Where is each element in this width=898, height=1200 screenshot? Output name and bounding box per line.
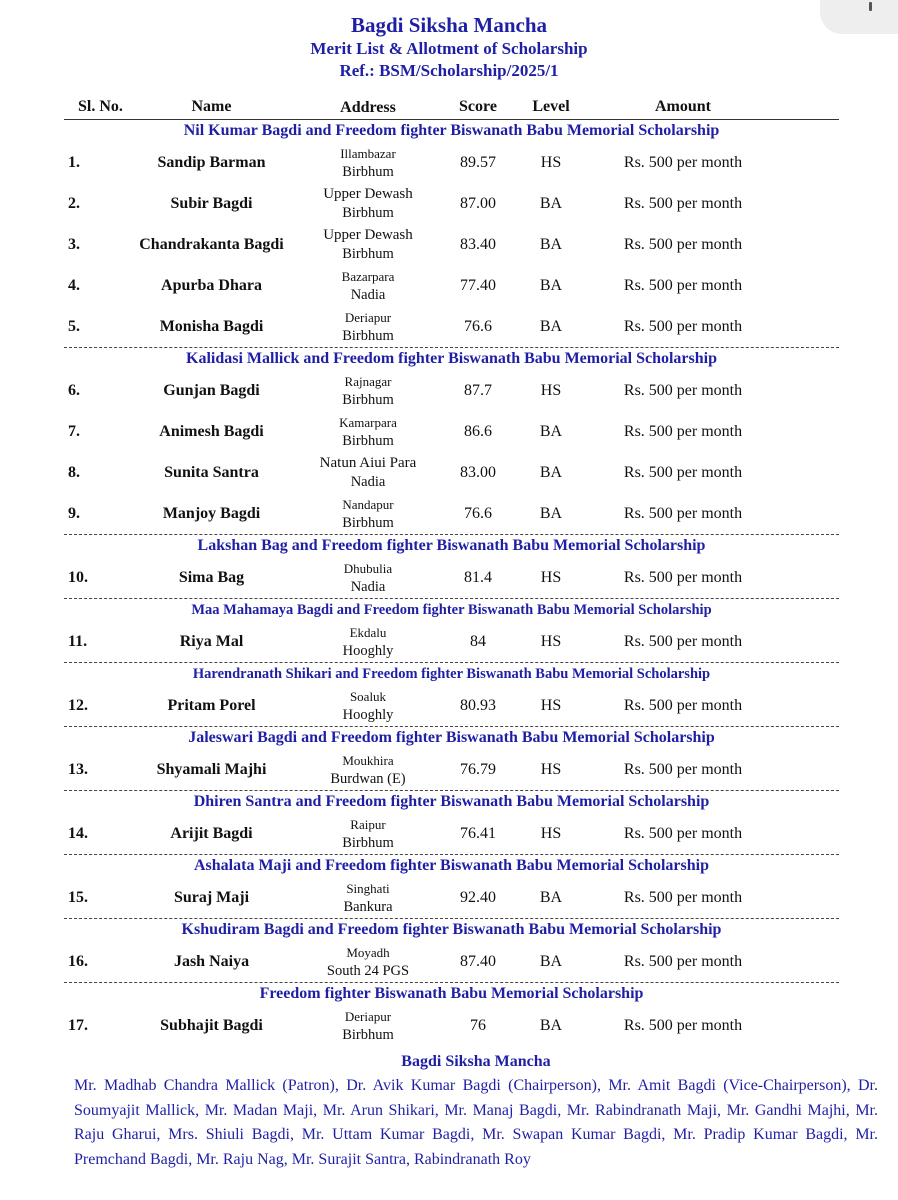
row-sl-number: 13. — [68, 760, 88, 778]
table-row — [64, 306, 839, 347]
row-level: HS — [540, 696, 562, 714]
table-row — [64, 877, 839, 918]
row-level: BA — [539, 235, 563, 253]
row-name: Sima Bag — [178, 568, 245, 586]
row-sl-number: 15. — [68, 888, 88, 906]
row-sl-number: 6. — [68, 381, 80, 399]
document-reference: Ref.: BSM/Scholarship/2025/1 — [339, 61, 559, 80]
address-line-2: South 24 PGS — [326, 962, 410, 979]
scholarship-section — [64, 598, 839, 662]
row-amount: Rs. 500 per month — [623, 632, 743, 650]
row-level: HS — [540, 153, 562, 171]
row-name: Manjoy Bagdi — [162, 504, 261, 522]
row-score: 83.40 — [460, 235, 496, 253]
row-amount: Rs. 500 per month — [623, 153, 743, 171]
row-score: 87.40 — [460, 952, 496, 970]
address-line-2: Birbhum — [342, 514, 394, 531]
row-name: Monisha Bagdi — [159, 317, 264, 335]
address-line-1: Soaluk — [349, 688, 387, 704]
row-score: 81.4 — [464, 568, 492, 586]
row-level: HS — [540, 381, 562, 399]
address-line-1: Illambazar — [340, 145, 396, 161]
row-name: Riya Mal — [179, 632, 244, 650]
merit-table — [64, 95, 839, 1046]
table-row — [64, 142, 839, 183]
row-level: BA — [539, 276, 563, 294]
address-line-2: Birbhum — [342, 834, 394, 851]
column-amount: Amount — [654, 98, 711, 115]
row-address — [299, 144, 437, 182]
row-amount: Rs. 500 per month — [623, 888, 743, 906]
row-level: BA — [539, 952, 563, 970]
row-level: BA — [539, 463, 563, 481]
table-row — [64, 749, 839, 790]
row-name: Sunita Santra — [164, 463, 259, 481]
scholarship-section — [64, 918, 839, 982]
table-row — [64, 813, 839, 854]
row-score: 77.40 — [460, 276, 496, 294]
row-level: HS — [540, 632, 562, 650]
row-level: BA — [539, 317, 563, 335]
address-line-1: Kamarpara — [339, 414, 397, 430]
address-line-2: Birbhum — [342, 163, 394, 180]
address-line-2: Birbhum — [342, 1026, 394, 1043]
row-score: 76 — [470, 1016, 486, 1034]
address-line-1: Raipur — [350, 816, 386, 832]
row-level: BA — [539, 888, 563, 906]
address-line-1: Dhubulia — [343, 560, 393, 576]
row-score: 92.40 — [460, 888, 496, 906]
row-sl-number: 5. — [68, 317, 80, 335]
address-line-1: Natun Aiui Para — [319, 454, 417, 471]
table-row — [64, 452, 839, 493]
row-address — [299, 751, 437, 789]
row-sl-number: 9. — [68, 504, 80, 522]
row-name: Apurba Dhara — [161, 276, 262, 294]
row-address — [299, 413, 437, 451]
row-name: Subhajit Bagdi — [160, 1016, 263, 1034]
section-title: Jaleswari Bagdi and Freedom fighter Biswanath Babu Memorial Scholarship — [188, 729, 715, 746]
document-header — [0, 12, 898, 82]
section-title: Maa Mahamaya Bagdi and Freedom fighter Biswanath Babu Memorial Scholarship — [191, 602, 712, 618]
scholarship-section — [64, 534, 839, 598]
row-score: 76.79 — [460, 760, 496, 778]
row-name: Animesh Bagdi — [159, 422, 264, 440]
row-amount: Rs. 500 per month — [623, 760, 743, 778]
section-title: Harendranath Shikari and Freedom fighter Biswanath Babu Memorial Scholarship — [192, 666, 711, 682]
row-address — [299, 454, 437, 492]
row-amount: Rs. 500 per month — [623, 463, 743, 481]
column-address: Address — [340, 98, 396, 116]
address-line-1: Deriapur — [344, 1008, 392, 1024]
row-level: HS — [540, 824, 562, 842]
row-sl-number: 11. — [68, 632, 88, 650]
table-row — [64, 1005, 839, 1046]
table-row — [64, 370, 839, 411]
table-row — [64, 621, 839, 662]
row-score: 87.00 — [460, 194, 496, 212]
row-address — [299, 267, 437, 305]
table-row — [64, 557, 839, 598]
address-line-1: Bazarpara — [341, 268, 395, 284]
column-score: Score — [459, 98, 497, 115]
row-name: Chandrakanta Bagdi — [139, 235, 284, 253]
row-score: 87.7 — [464, 381, 492, 399]
address-line-1: Deriapur — [344, 309, 392, 325]
row-address — [299, 687, 437, 725]
table-row — [64, 411, 839, 452]
address-line-2: Birbhum — [342, 432, 394, 449]
section-title: Nil Kumar Bagdi and Freedom fighter Biswanath Babu Memorial Scholarship — [183, 122, 720, 139]
section-title: Kalidasi Mallick and Freedom fighter Biswanath Babu Memorial Scholarship — [186, 350, 717, 367]
row-score: 89.57 — [460, 153, 496, 171]
row-level: BA — [539, 422, 563, 440]
address-line-2: Nadia — [350, 473, 386, 490]
row-name: Subir Bagdi — [170, 194, 253, 212]
row-sl-number: 7. — [68, 422, 80, 440]
row-amount: Rs. 500 per month — [623, 696, 743, 714]
row-sl-number: 2. — [68, 194, 80, 212]
address-line-2: Burdwan (E) — [330, 770, 406, 787]
row-sl-number: 3. — [68, 235, 80, 253]
document-subtitle: Merit List & Allotment of Scholarship — [310, 39, 588, 58]
address-line-2: Bankura — [343, 898, 393, 915]
row-amount: Rs. 500 per month — [623, 504, 743, 522]
row-name: Shyamali Majhi — [156, 760, 267, 778]
address-line-2: Birbhum — [342, 391, 394, 408]
footer-title: Bagdi Siksha Mancha — [401, 1053, 551, 1070]
corner-mark-icon — [869, 2, 872, 11]
address-line-2: Hooghly — [342, 642, 394, 659]
row-amount: Rs. 500 per month — [623, 317, 743, 335]
row-name: Pritam Porel — [167, 696, 256, 714]
address-line-1: Moukhira — [342, 752, 394, 768]
row-address — [299, 943, 437, 981]
row-level: BA — [539, 504, 563, 522]
address-line-2: Birbhum — [342, 245, 394, 262]
address-line-2: Nadia — [350, 578, 386, 595]
table-body — [64, 120, 839, 1046]
scholarship-section — [64, 120, 839, 347]
row-score: 83.00 — [460, 463, 496, 481]
address-line-2: Hooghly — [342, 706, 394, 723]
row-level: HS — [540, 760, 562, 778]
row-address — [299, 308, 437, 346]
row-name: Gunjan Bagdi — [163, 381, 260, 399]
table-row — [64, 941, 839, 982]
address-line-1: Singhati — [346, 880, 390, 896]
row-level: BA — [539, 1016, 563, 1034]
row-name: Arijit Bagdi — [170, 824, 253, 842]
row-address — [299, 372, 437, 410]
scholarship-section — [64, 726, 839, 790]
row-score: 76.6 — [464, 504, 492, 522]
address-line-1: Nandapur — [342, 496, 394, 512]
row-sl-number: 12. — [68, 696, 88, 714]
row-address — [299, 226, 437, 264]
row-sl-number: 1. — [68, 153, 80, 171]
section-title: Dhiren Santra and Freedom fighter Biswanath Babu Memorial Scholarship — [193, 793, 710, 810]
scholarship-section — [64, 662, 839, 726]
row-address — [299, 1007, 437, 1045]
footer — [74, 1050, 878, 1172]
table-row — [64, 183, 839, 224]
table-row — [64, 224, 839, 265]
row-amount: Rs. 500 per month — [623, 235, 743, 253]
row-amount: Rs. 500 per month — [623, 824, 743, 842]
address-line-2: Birbhum — [342, 204, 394, 221]
scholarship-section — [64, 347, 839, 534]
column-level: Level — [532, 98, 570, 115]
address-line-1: Upper Dewash — [323, 226, 413, 243]
row-sl-number: 4. — [68, 276, 80, 294]
row-name: Suraj Maji — [173, 888, 250, 906]
row-name: Jash Naiya — [173, 952, 250, 970]
row-amount: Rs. 500 per month — [623, 381, 743, 399]
section-title: Ashalata Maji and Freedom fighter Biswanath Babu Memorial Scholarship — [194, 857, 709, 874]
column-name: Name — [191, 98, 232, 115]
row-score: 76.41 — [460, 824, 496, 842]
row-level: HS — [540, 568, 562, 586]
row-address — [299, 559, 437, 597]
row-amount: Rs. 500 per month — [623, 1016, 743, 1034]
address-line-2: Nadia — [350, 286, 386, 303]
row-level: BA — [539, 194, 563, 212]
address-line-1: Ekdalu — [349, 624, 387, 640]
row-amount: Rs. 500 per month — [623, 276, 743, 294]
row-address — [299, 815, 437, 853]
address-line-1: Moyadh — [346, 944, 390, 960]
row-score: 86.6 — [464, 422, 492, 440]
scholarship-section — [64, 854, 839, 918]
document-title: Bagdi Siksha Mancha — [350, 13, 548, 37]
column-sl: Sl. No. — [78, 98, 123, 115]
row-score: 80.93 — [460, 696, 496, 714]
row-sl-number: 16. — [68, 952, 88, 970]
row-amount: Rs. 500 per month — [623, 568, 743, 586]
row-name: Sandip Barman — [157, 153, 266, 171]
address-line-1: Rajnagar — [344, 373, 392, 389]
section-title: Freedom fighter Biswanath Babu Memorial Scholarship — [259, 985, 644, 1002]
row-sl-number: 10. — [68, 568, 88, 586]
row-amount: Rs. 500 per month — [623, 422, 743, 440]
address-line-1: Upper Dewash — [323, 185, 413, 202]
row-sl-number: 17. — [68, 1016, 88, 1034]
row-amount: Rs. 500 per month — [623, 194, 743, 212]
table-header — [64, 95, 839, 120]
row-sl-number: 8. — [68, 463, 80, 481]
row-sl-number: 14. — [68, 824, 88, 842]
footer-members: Mr. Madhab Chandra Mallick (Patron), Dr. Avik Kumar Bagdi (Chairperson), Mr. Amit Bagdi (Vice-Chairperson), Dr. Soumyajit Mallick, Mr. Madan Maji, Mr. Arun Shikari, Mr. Manaj Bagdi, Mr. Rabindranath Maji, Mr. Gandhi Majhi, Mr. Raju Gharui, Mrs. Shiuli Bagdi, Mr. Uttam Kumar Bagdi, Mr. Swapan Kumar Bagdi, Mr. Pradip Kumar Bagdi, Mr. Premchand Bagdi, Mr. Raju Nag, Mr. Surajit Santra, Rabindranath Roy — [74, 1077, 878, 1168]
section-title: Lakshan Bag and Freedom fighter Biswanath Babu Memorial Scholarship — [197, 537, 706, 554]
scholarship-section — [64, 982, 839, 1046]
table-row — [64, 265, 839, 306]
row-address — [299, 623, 437, 661]
scholarship-section — [64, 790, 839, 854]
row-address — [299, 879, 437, 917]
table-row — [64, 685, 839, 726]
row-amount: Rs. 500 per month — [623, 952, 743, 970]
row-address — [299, 495, 437, 533]
section-title: Kshudiram Bagdi and Freedom fighter Biswanath Babu Memorial Scholarship — [181, 921, 722, 938]
table-row — [64, 493, 839, 534]
row-score: 84 — [470, 632, 486, 650]
row-score: 76.6 — [464, 317, 492, 335]
row-address — [299, 185, 437, 223]
address-line-2: Birbhum — [342, 327, 394, 344]
